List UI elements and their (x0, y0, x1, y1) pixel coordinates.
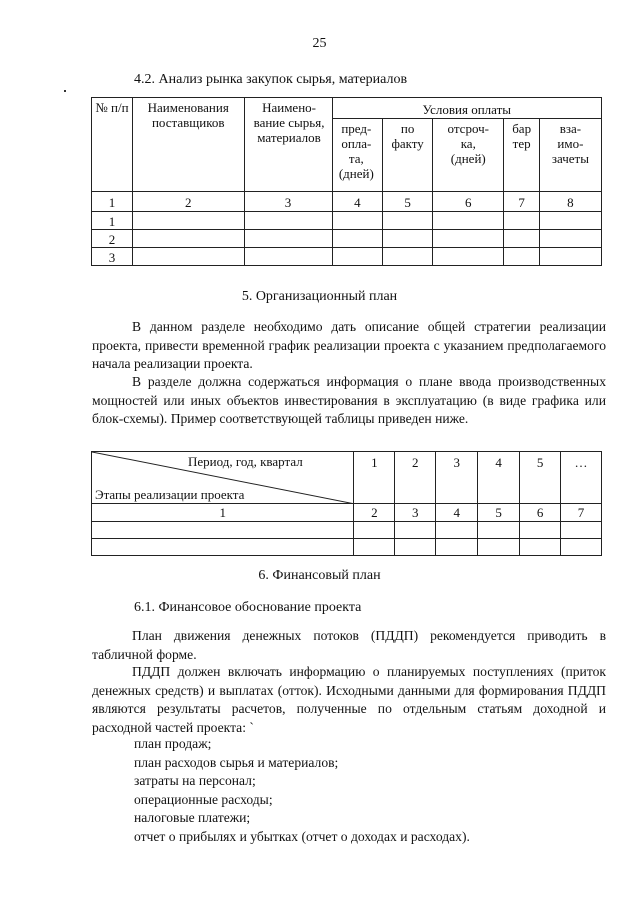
section-5-heading: 5. Организационный план (241, 289, 398, 304)
header-materials: Наимено-вание сырья, материалов (244, 98, 332, 192)
source-data-list (134, 735, 604, 847)
list-item: операционные расходы; (134, 791, 273, 807)
col-number: 5 (383, 192, 433, 212)
col-number: 5 (478, 504, 520, 522)
column-number-row (92, 192, 602, 212)
diagonal-top-label: Период, год, квартал (188, 454, 303, 469)
paragraph (92, 627, 606, 664)
header-no: № п/п (92, 98, 133, 192)
col-number: 8 (539, 192, 601, 212)
row-number: 3 (92, 248, 133, 266)
col-number: 2 (132, 192, 244, 212)
col-number: 4 (332, 192, 383, 212)
col-number: 3 (395, 504, 436, 522)
table-row (92, 212, 602, 230)
col-number: 7 (561, 504, 602, 522)
table-row (92, 230, 602, 248)
section-6-heading: 6. Финансовый план (258, 568, 381, 583)
header-deferral: отсроч-ка, (дней) (433, 119, 504, 192)
period-cell: … (561, 452, 602, 504)
diagonal-header-cell (92, 452, 354, 504)
diagonal-bottom-label: Этапы реализации проекта (95, 487, 245, 502)
col-number: 6 (520, 504, 561, 522)
header-barter: бар тер (504, 119, 539, 192)
scan-speck (64, 90, 66, 92)
paragraph-text: План движения денежных потоков (ПДДП) рекомендуется приводить в табличной форме. (92, 628, 606, 662)
paragraph (92, 373, 606, 429)
list-item: отчет о прибылях и убытках (отчет о доходах и расходах). (134, 828, 470, 844)
paragraph-text: В разделе должна содержаться информация о плане ввода производственных мощностей или иных объектов инвестирования в эксплуатацию (в виде графика или блок-схемы). Пример соответствующей таблицы приведен ниже. (92, 374, 606, 426)
col-number: 2 (354, 504, 395, 522)
section-6-1-heading: 6.1. Финансовое обоснование проекта (134, 600, 362, 615)
paragraph (92, 318, 606, 374)
implementation-schedule-table (91, 451, 602, 557)
header-offset: вза-имо-зачеты (539, 119, 601, 192)
list-item: план расходов сырья и материалов; (134, 754, 339, 770)
period-cell: 5 (520, 452, 561, 504)
row-number: 2 (92, 230, 133, 248)
period-cell: 1 (354, 452, 395, 504)
table-row (92, 539, 602, 556)
col-number: 3 (244, 192, 332, 212)
paragraph-text: ПДДП должен включать информацию о планируемых поступлениях (приток денежных средств) и выплатах (отток). Исходными данными для формирования ПДДП являются результаты расчетов, полученные по отдельным статьям доходной и расходной частей проекта: ` (92, 664, 606, 735)
row-number: 1 (92, 212, 133, 230)
section-4-2-heading: 4.2. Анализ рынка закупок сырья, материалов (134, 72, 408, 87)
page-number: 25 (312, 36, 327, 51)
table-row (92, 522, 602, 539)
paragraph-text: В данном разделе необходимо дать описание общей стратегии реализации проекта, привести временной график реализации проекта с указанием предполагаемого начала реализации проекта. (92, 319, 606, 371)
header-payment-terms: Условия оплаты (332, 98, 601, 119)
header-suppliers: Наименования поставщиков (132, 98, 244, 192)
paragraph (92, 663, 606, 737)
col-number: 1 (92, 192, 133, 212)
period-cell: 2 (395, 452, 436, 504)
header-prepayment: пред-опла-та, (дней) (332, 119, 383, 192)
col-number: 4 (436, 504, 478, 522)
column-number-row (92, 504, 602, 522)
list-item: план продаж; (134, 736, 212, 751)
period-cell: 4 (478, 452, 520, 504)
header-on-fact: по факту (383, 119, 433, 192)
col-number: 1 (92, 504, 354, 522)
list-item: налоговые платежи; (134, 810, 251, 826)
table-row (92, 248, 602, 266)
list-item: затраты на персонал; (134, 773, 256, 789)
col-number: 6 (433, 192, 504, 212)
period-cell: 3 (436, 452, 478, 504)
supply-market-table (91, 97, 602, 266)
col-number: 7 (504, 192, 539, 212)
